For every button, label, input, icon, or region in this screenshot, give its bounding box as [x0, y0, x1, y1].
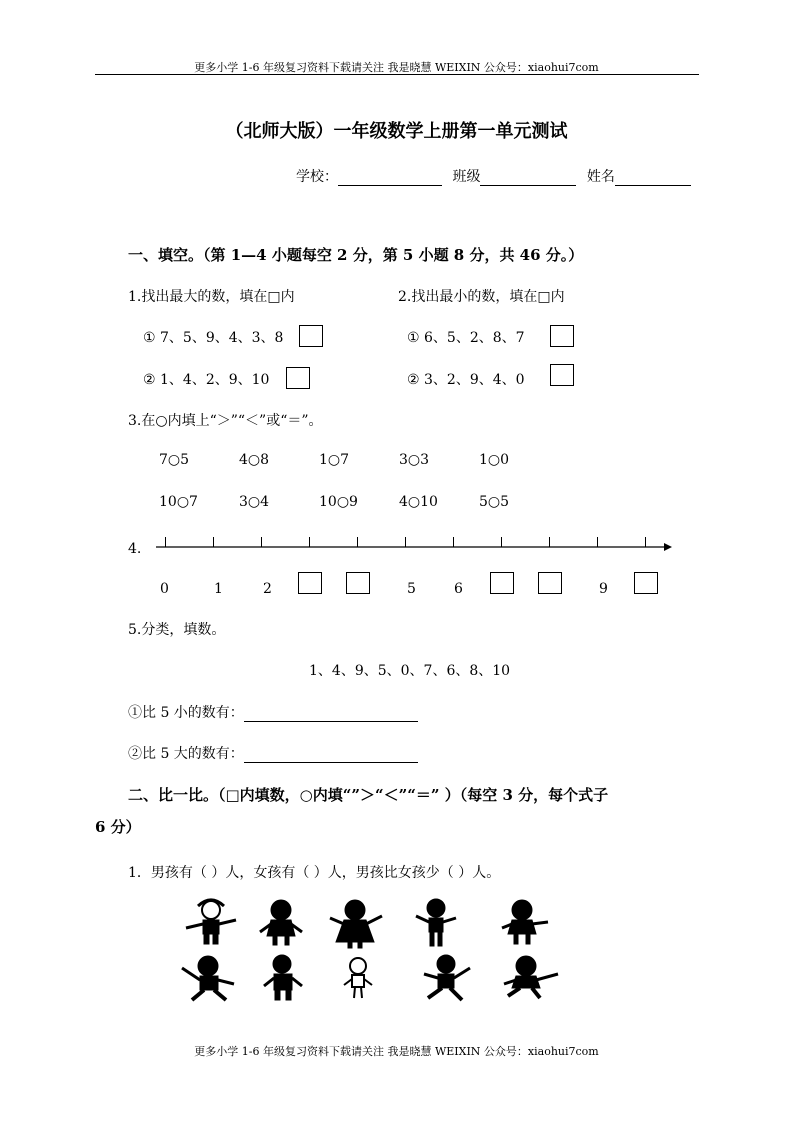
- compare-item: 7○5: [159, 452, 190, 468]
- number-line-tick: [213, 537, 214, 547]
- number-line-answer-box[interactable]: [538, 572, 562, 594]
- child-figure: [416, 899, 456, 946]
- child-figure: [182, 956, 234, 1000]
- number-line-tick: [597, 537, 598, 547]
- number-line-tick: [453, 537, 454, 547]
- number-line-value: 0: [160, 581, 169, 597]
- child-figure: [344, 958, 372, 998]
- q2-row-b: ② 3、2、9、4、0: [407, 372, 525, 388]
- number-line-value: 9: [599, 581, 608, 597]
- q5-number-list: 1、4、9、5、0、7、6、8、10: [309, 663, 511, 679]
- class-field[interactable]: [480, 171, 576, 186]
- class-label: 班级: [452, 169, 481, 185]
- number-line-value: 1: [214, 581, 223, 597]
- compare-item: 5○5: [479, 494, 510, 510]
- q2-prompt: 2.找出最小的数，填在□内: [398, 289, 565, 305]
- q5-less-answer-line[interactable]: [244, 707, 418, 722]
- number-line-value: 6: [454, 581, 463, 597]
- number-line-value: 2: [263, 581, 272, 597]
- compare-item: 10○7: [159, 494, 198, 510]
- q2-answer-box-b[interactable]: [550, 364, 574, 386]
- child-figure: [502, 900, 548, 944]
- section2-heading-line2: 6 分）: [95, 818, 141, 836]
- q2-row-a: ① 6、5、2、8、7: [407, 330, 525, 346]
- name-field[interactable]: [615, 171, 691, 186]
- q5-prompt: 5.分类，填数。: [128, 622, 226, 638]
- number-line-tick: [549, 537, 550, 547]
- child-figure: [330, 900, 382, 948]
- q1-row-b: ② 1、4、2、9、10: [143, 372, 270, 388]
- compare-item: 3○3: [399, 452, 430, 468]
- number-line-tick: [357, 537, 358, 547]
- child-figure: [504, 956, 558, 998]
- children-illustration: [178, 898, 570, 1002]
- name-label: 姓名: [586, 169, 615, 185]
- section1-heading: 一、填空。（第 1—4 小题每空 2 分，第 5 小题 8 分，共 46 分。）: [128, 246, 584, 264]
- q5-less-row: [128, 702, 418, 722]
- compare-item: 4○10: [399, 494, 438, 510]
- section2-heading-line1: 二、比一比。（□内填数，○内填“”＞“＜”“＝” ）（每空 3 分，每个式子: [128, 786, 609, 804]
- child-figure: [186, 900, 236, 944]
- q3-prompt: 3.在○内填上“＞”“＜”或“＝”。: [128, 413, 323, 429]
- q1-answer-box-a[interactable]: [299, 325, 323, 347]
- number-line-tick: [309, 537, 310, 547]
- number-line-tick: [645, 537, 646, 547]
- page-footer: 更多小学 1-6 年级复习资料下载请关注 我是晓慧 WEIXIN 公众号：xiaohui7com: [194, 1045, 599, 1058]
- compare-item: 1○0: [479, 452, 510, 468]
- compare-item: 1○7: [319, 452, 350, 468]
- number-line-answer-box[interactable]: [346, 572, 370, 594]
- q5-greater-answer-line[interactable]: [244, 748, 418, 763]
- compare-item: 4○8: [239, 452, 270, 468]
- page-header: 更多小学 1-6 年级复习资料下载请关注 我是晓慧 WEIXIN 公众号：xiaohui7com: [194, 61, 599, 74]
- page-title: （北师大版）一年级数学上册第一单元测试: [225, 121, 568, 142]
- school-label: 学校：: [296, 169, 338, 185]
- child-figure: [424, 955, 470, 1000]
- q5-less-label: ①比 5 小的数有：: [128, 705, 244, 721]
- number-line-tick: [261, 537, 262, 547]
- header-rule: [95, 74, 699, 75]
- number-line-tick: [165, 537, 166, 547]
- child-figure: [264, 955, 302, 1000]
- number-line-tick: [501, 537, 502, 547]
- number-line-answer-box[interactable]: [490, 572, 514, 594]
- q5-greater-label: ②比 5 大的数有：: [128, 746, 244, 762]
- child-figure: [260, 900, 302, 945]
- school-field[interactable]: [338, 171, 442, 186]
- number-line-tick: [405, 537, 406, 547]
- q1-prompt: 1.找出最大的数，填在□内: [128, 289, 295, 305]
- compare-item: 3○4: [239, 494, 270, 510]
- compare-item: 10○9: [319, 494, 358, 510]
- q5-greater-row: [128, 743, 418, 763]
- number-line-answer-box[interactable]: [634, 572, 658, 594]
- q1-row-a: ① 7、5、9、4、3、8: [143, 330, 284, 346]
- q1-answer-box-b[interactable]: [286, 367, 310, 389]
- number-line-answer-box[interactable]: [298, 572, 322, 594]
- number-line-value: 5: [407, 581, 416, 597]
- q2-answer-box-a[interactable]: [550, 325, 574, 347]
- section2-q1: 1．男孩有（ ）人，女孩有（ ）人，男孩比女孩少（ ）人。: [128, 865, 501, 881]
- student-info: [296, 166, 691, 186]
- q4-label: 4.: [128, 541, 142, 557]
